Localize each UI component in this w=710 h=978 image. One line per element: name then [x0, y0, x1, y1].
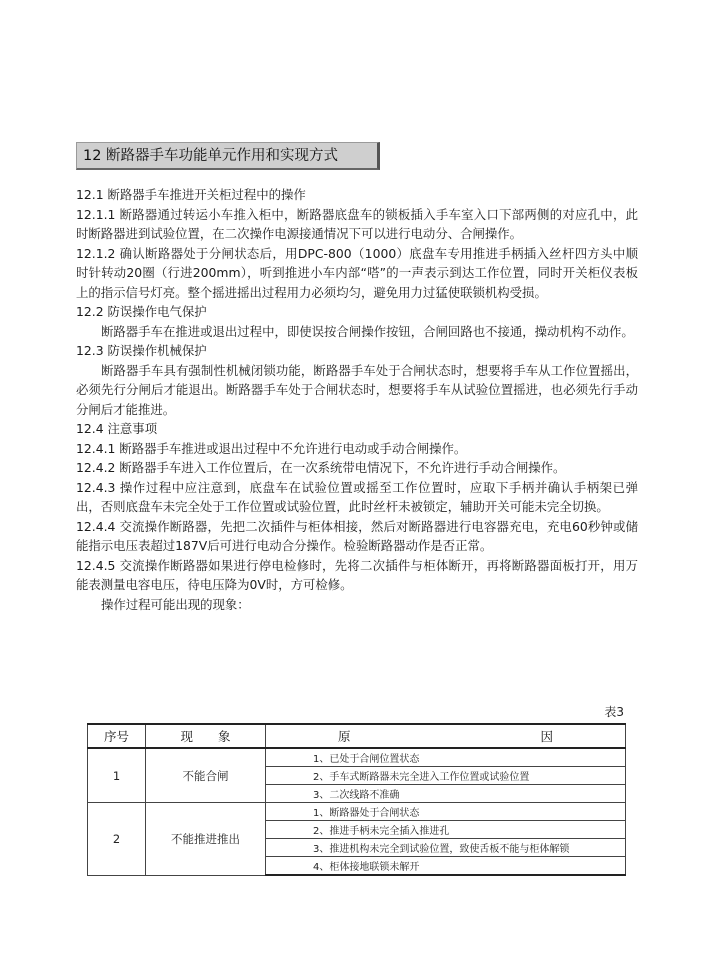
row-phenomenon: 不能推进推出: [146, 803, 266, 876]
header-cause: [266, 724, 626, 748]
table-reference: 表3: [604, 705, 624, 719]
paragraph: 操作过程可能出现的现象：: [101, 596, 250, 612]
paragraph: 12.3 防误操作机械保护: [76, 343, 207, 358]
paragraph: 12.4.3 操作过程中应注意到，底盘车在试验位置或摇至工作位置时，应取下手柄并确认手柄架已弹出，否则底盘车未完全处于工作位置或试验位置，此时丝杆未被锁定，辅助开关可能未完全切换。: [76, 479, 638, 514]
table-header-row: [88, 724, 626, 748]
paragraph: 12.2 防误操作电气保护: [76, 304, 207, 319]
row-number: 2: [88, 803, 146, 876]
phenomena-table: [87, 723, 626, 876]
row-reason: 3、推进机构未完全到试验位置，致使舌板不能与柜体解锁: [266, 839, 626, 857]
paragraph: 12.4 注意事项: [76, 421, 158, 436]
row-reason: 1、已处于合闸位置状态: [266, 748, 626, 767]
paragraph: 断路器手车在推进或退出过程中，即使误按合闸操作按钮，合闸回路也不接通，操动机构不动作。: [101, 323, 634, 339]
paragraph: 12.4.4 交流操作断路器，先把二次插件与柜体相接，然后对断路器进行电容器充电，充电60秒钟或储能指示电压表超过187V后可进行电动合分操作。检验断路器动作是否正常。: [76, 518, 638, 553]
paragraph: 12.4.5 交流操作断路器如果进行停电检修时，先将二次插件与柜体断开，再将断路器面板打开，用万能表测量电容电压，待电压降为0V时，方可检修。: [76, 557, 638, 592]
row-reason: 2、手车式断路器未完全进入工作位置或试验位置: [266, 767, 626, 785]
body-text: [76, 185, 638, 614]
row-reason: 2、推进手柄未完全插入推进孔: [266, 821, 626, 839]
header-phenomenon: 现 象: [146, 724, 266, 748]
row-reason: 3、二次线路不准确: [266, 785, 626, 803]
paragraph: 12.1.1 断路器通过转运小车推入柜中，断路器底盘车的锁板插入手车室入口下部两侧的对应孔中，此时断路器进到试验位置，在二次操作电源接通情况下可以进行电动分、合闸操作。: [76, 206, 638, 241]
header-cause-right: 因: [540, 729, 554, 744]
paragraph: 12.4.2 断路器手车进入工作位置后，在一次系统带电情况下，不允许进行手动合闸操作。: [76, 460, 566, 475]
row-phenomenon: 不能合闸: [146, 748, 266, 803]
paragraph: 断路器手车具有强制性机械闭锁功能，断路器手车处于合闸状态时，想要将手车从工作位置摇出，必须先行分闸后才能退出。断路器手车处于合闸状态时，想要将手车从试验位置摇进，也必须先行手动分闸后才能推进。: [76, 362, 638, 417]
row-reason: 4、柜体接地联锁未解开: [266, 857, 626, 876]
paragraph: 12.1.2 确认断路器处于分闸状态后，用DPC-800（1000）底盘车专用推进手柄插入丝杆四方头中顺时针转动20圈（行进200mm），听到推进小车内部“嗒”的一声表示到达工作位置，同时开关柜仪表板上的指示信号灯亮。整个摇进摇出过程用力必须均匀，避免用力过猛使联锁机构受损。: [76, 245, 638, 300]
row-reason: 1、断路器处于合闸状态: [266, 803, 626, 821]
header-no: 序号: [88, 724, 146, 748]
paragraph: 12.4.1 断路器手车推进或退出过程中不允许进行电动或手动合闸操作。: [76, 440, 467, 456]
table-row: [88, 748, 626, 767]
section-title: 12 断路器手车功能单元作用和实现方式: [76, 142, 380, 170]
header-cause-left: 原: [337, 729, 351, 744]
paragraph: 12.1 断路器手车推进开关柜过程中的操作: [76, 187, 306, 202]
table-row: [88, 803, 626, 821]
row-number: 1: [88, 748, 146, 803]
